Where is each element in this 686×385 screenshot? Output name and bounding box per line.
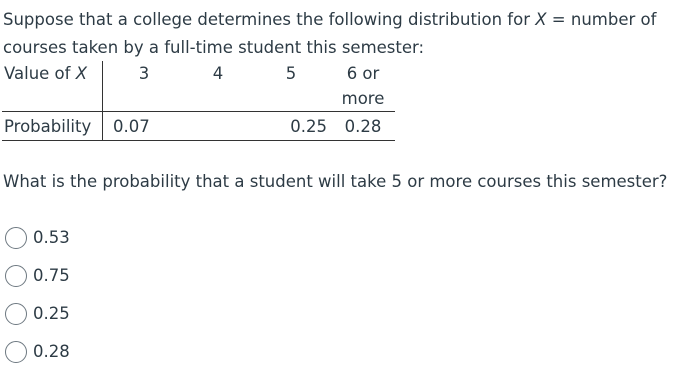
prob-cell-5: 0.25 [290, 117, 327, 136]
answer-option-2[interactable] [5, 257, 70, 295]
intro-line-1-post: = number of [546, 10, 657, 29]
question-text: What is the probability that a student will take 5 or more courses this semester? [3, 172, 668, 191]
answer-option-4[interactable] [5, 333, 70, 371]
answer-option-3[interactable] [5, 295, 70, 333]
row-header-probability: Probability [2, 112, 103, 141]
intro-line-1-pre: Suppose that a college determines the following distribution for [3, 10, 536, 29]
answer-option-label: 0.28 [33, 342, 70, 361]
table-row-values [2, 61, 395, 112]
intro-variable: X [535, 10, 547, 29]
value-cell-3: 3 [103, 61, 186, 112]
distribution-table [2, 61, 395, 141]
radio-button[interactable] [5, 341, 27, 363]
answer-option-label: 0.53 [33, 228, 70, 247]
row-header-variable: X [75, 64, 88, 83]
radio-button[interactable] [5, 265, 27, 287]
prob-cell-3: 0.07 [113, 117, 150, 136]
row-header-value-text: Value of [4, 64, 76, 83]
radio-button[interactable] [5, 227, 27, 249]
answer-option-label: 0.25 [33, 304, 70, 323]
answer-option-label: 0.75 [33, 266, 70, 285]
value-cell-4: 4 [185, 61, 251, 112]
intro-line-1 [3, 6, 683, 34]
value-cell-6-or-more [331, 61, 395, 112]
answer-options [5, 219, 70, 371]
value-cell-6-or-line2: more [341, 89, 385, 108]
row-header-value [2, 61, 103, 112]
prob-cell-4 [185, 112, 251, 141]
table-row-probabilities [2, 112, 395, 141]
value-cell-6-or-line1: 6 or [346, 64, 380, 83]
radio-button[interactable] [5, 303, 27, 325]
value-cell-5: 5 [251, 61, 331, 112]
intro-line-2: courses taken by a full-time student this semester: [3, 38, 425, 57]
prob-cell-6-or-more: 0.28 [344, 117, 382, 136]
question-intro [3, 6, 683, 62]
answer-option-1[interactable] [5, 219, 70, 257]
